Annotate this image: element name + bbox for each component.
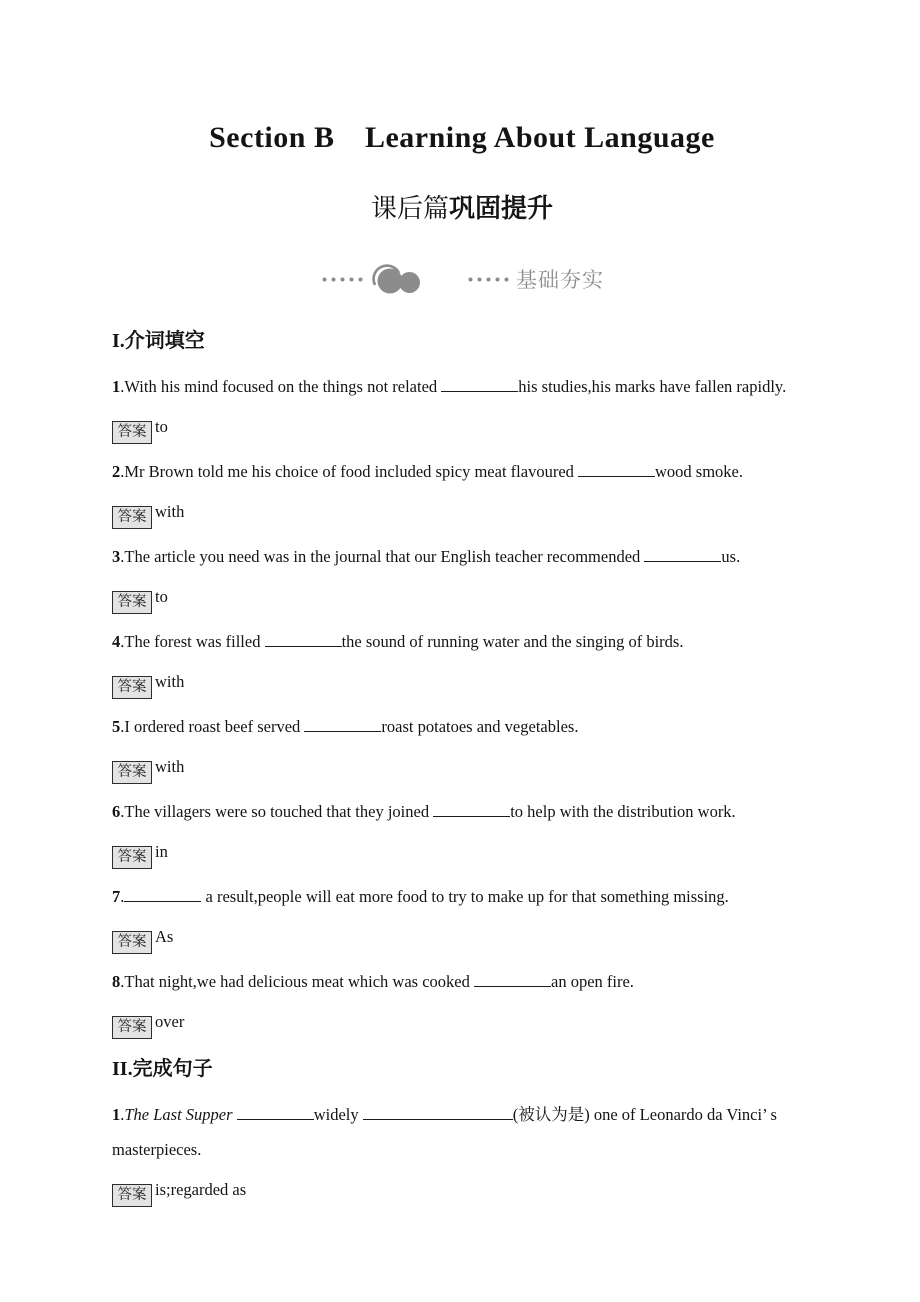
answer-line — [112, 840, 812, 864]
blank-underline — [237, 1104, 314, 1120]
question-text-post: us. — [721, 547, 741, 566]
question-number: 3 — [112, 547, 121, 566]
page-subtitle — [112, 193, 812, 224]
question-text-pre: .I ordered roast beef served — [120, 717, 305, 736]
question-block — [112, 800, 812, 864]
question-line — [112, 1103, 812, 1127]
question-number: 6 — [112, 802, 121, 821]
answer-text: with — [155, 672, 185, 691]
answer-line — [112, 585, 812, 609]
question-text-post: his studies,his marks have fallen rapidly. — [518, 377, 787, 396]
question-text-pre: .The villagers were so touched that they joined — [120, 802, 434, 821]
section2-numeral: II. — [112, 1058, 133, 1080]
question-number: 1 — [112, 1105, 121, 1124]
question-dot: . — [120, 1105, 125, 1124]
page-title: Section B Learning About Language — [209, 121, 715, 154]
question-number: 8 — [112, 972, 121, 991]
question-block — [112, 375, 812, 439]
question-line — [112, 715, 812, 739]
question-text-pre: .That night,we had delicious meat which was cooked — [120, 972, 474, 991]
section-banner — [112, 260, 812, 298]
answer-line — [112, 1178, 812, 1202]
answer-label-box: 答案 — [112, 761, 152, 784]
answer-text: to — [155, 417, 168, 436]
question-line — [112, 970, 812, 994]
question-number: 2 — [112, 462, 121, 481]
work-title-italic: The Last Supper — [124, 1105, 233, 1124]
answer-label-box: 答案 — [112, 931, 152, 954]
blank-underline — [433, 801, 510, 817]
question-text-post: an open fire. — [551, 972, 634, 991]
answer-label-box: 答案 — [112, 1016, 152, 1039]
blank-underline — [304, 716, 381, 732]
question-number: 4 — [112, 632, 121, 651]
question-text-pre: .The article you need was in the journal that our English teacher recommended — [120, 547, 645, 566]
question-text-post: the sound of running water and the singing of birds. — [341, 632, 684, 651]
section1-numeral: I. — [112, 330, 125, 352]
question-line — [112, 800, 812, 824]
banner-label: 基础夯实 — [516, 268, 604, 292]
question-line — [112, 460, 812, 484]
answer-label-box: 答案 — [112, 1184, 152, 1207]
blank-underline — [363, 1104, 513, 1120]
section1-heading — [112, 328, 812, 354]
question-block — [112, 885, 812, 949]
answer-line — [112, 500, 812, 524]
question-block — [112, 460, 812, 524]
answer-text: is;regarded as — [155, 1180, 247, 1199]
answer-line — [112, 415, 812, 439]
question-number: 1 — [112, 377, 121, 396]
question-line — [112, 885, 812, 909]
blank-underline — [441, 376, 518, 392]
section2-heading — [112, 1056, 812, 1082]
subtitle-light: 课后篇 — [370, 194, 449, 223]
section2-title: 完成句子 — [132, 1058, 213, 1080]
double-circle-icon — [370, 258, 424, 301]
answer-line — [112, 670, 812, 694]
question-block — [112, 1103, 812, 1202]
answer-text: with — [155, 757, 185, 776]
question-text-post: a result,people will eat more food to try to make up for that something missing. — [201, 887, 729, 906]
question-line — [112, 545, 812, 569]
question-line — [112, 630, 812, 654]
question-line-continued: masterpieces. — [112, 1140, 202, 1159]
question-number: 7 — [112, 887, 121, 906]
question-text-pre: .With his mind focused on the things not related — [120, 377, 442, 396]
question-text-pre: .The forest was filled — [120, 632, 265, 651]
dots-ornament — [466, 277, 510, 282]
question-text-post: (被认为是) one of Leonardo da Vinci’ s — [512, 1105, 777, 1124]
dots-ornament — [320, 277, 364, 282]
blank-underline — [474, 971, 551, 987]
blank-underline — [578, 461, 655, 477]
answer-text: in — [155, 842, 168, 861]
blank-underline — [124, 886, 201, 902]
answer-text: to — [155, 587, 168, 606]
subtitle-bold: 巩固提升 — [449, 193, 554, 223]
answer-label-box: 答案 — [112, 676, 152, 699]
answer-text: with — [155, 502, 185, 521]
question-block — [112, 630, 812, 694]
blank-underline — [265, 631, 342, 647]
question-text-post: to help with the distribution work. — [510, 802, 736, 821]
answer-line — [112, 1010, 812, 1034]
answer-text: As — [155, 927, 174, 946]
question-block — [112, 970, 812, 1034]
question-block — [112, 545, 812, 609]
answer-label-box: 答案 — [112, 591, 152, 614]
question-text-pre: . — [120, 887, 125, 906]
question-text-mid: widely — [313, 1105, 363, 1124]
answer-text: over — [155, 1012, 185, 1031]
question-text-post: wood smoke. — [655, 462, 744, 481]
question-block — [112, 715, 812, 779]
answer-label-box: 答案 — [112, 846, 152, 869]
question-line — [112, 375, 812, 399]
answer-line — [112, 925, 812, 949]
question-text-post: roast potatoes and vegetables. — [381, 717, 579, 736]
answer-line — [112, 755, 812, 779]
blank-underline — [644, 546, 721, 562]
answer-label-box: 答案 — [112, 506, 152, 529]
section1-title: 介词填空 — [124, 330, 205, 352]
question-number: 5 — [112, 717, 121, 736]
question-text-pre: .Mr Brown told me his choice of food included spicy meat flavoured — [120, 462, 579, 481]
answer-label-box: 答案 — [112, 421, 152, 444]
